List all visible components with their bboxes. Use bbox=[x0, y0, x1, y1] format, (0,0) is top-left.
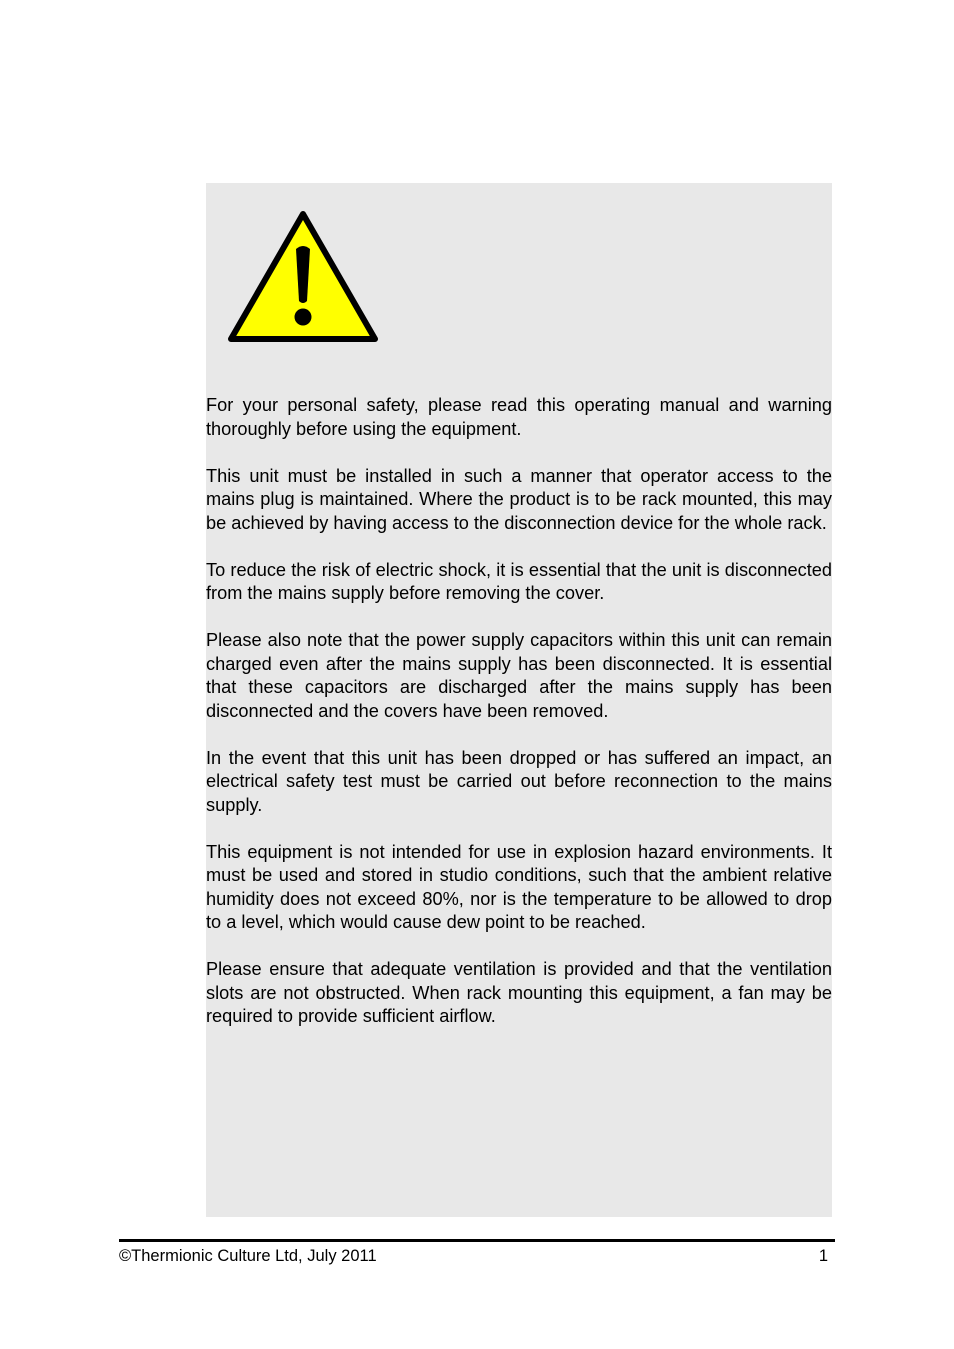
paragraph-personal-safety: For your personal safety, please read this operating manual and warning thoroughly before using the equipment. bbox=[206, 395, 832, 439]
paragraph-environment: This equipment is not intended for use in explosion hazard environments. It must be used and stored in studio conditions, such that the ambient relative humidity does not exceed 80%, nor is the temperature to be allowed to drop to a level, which would cause dew point to be reached. bbox=[206, 841, 832, 932]
paragraph-ventilation: Please ensure that adequate ventilation is provided and that the ventilation slots are not obstructed. When rack mounting this equipment, a fan may be required to provide sufficient airflow. bbox=[206, 959, 832, 1026]
paragraph-capacitors: Please also note that the power supply capacitors within this unit can remain charged even after the mains supply has been disconnected. It is essential that these capacitors are discharged after the mains supply has been disconnected and the covers have been removed. bbox=[206, 630, 832, 721]
paragraph-electric-shock: To reduce the risk of electric shock, it is essential that the unit is disconnected from the mains supply before removing the cover. bbox=[206, 559, 832, 603]
footer-copyright: ©Thermionic Culture Ltd, July 2011 bbox=[119, 1247, 377, 1265]
warning-triangle-icon bbox=[227, 209, 379, 343]
page-number: 1 bbox=[818, 1247, 828, 1265]
safety-warning-box bbox=[206, 183, 832, 1217]
footer-divider bbox=[119, 1239, 835, 1242]
warning-text bbox=[206, 394, 832, 1052]
paragraph-installation-access: This unit must be installed in such a manner that operator access to the mains plug is maintained. Where the product is to be rack mounted, this may be achieved by having access to the disconnection device for the whole rack. bbox=[206, 465, 832, 533]
paragraph-dropped-unit: In the event that this unit has been dropped or has suffered an impact, an electrical safety test must be carried out before reconnection to the mains supply. bbox=[206, 747, 832, 815]
